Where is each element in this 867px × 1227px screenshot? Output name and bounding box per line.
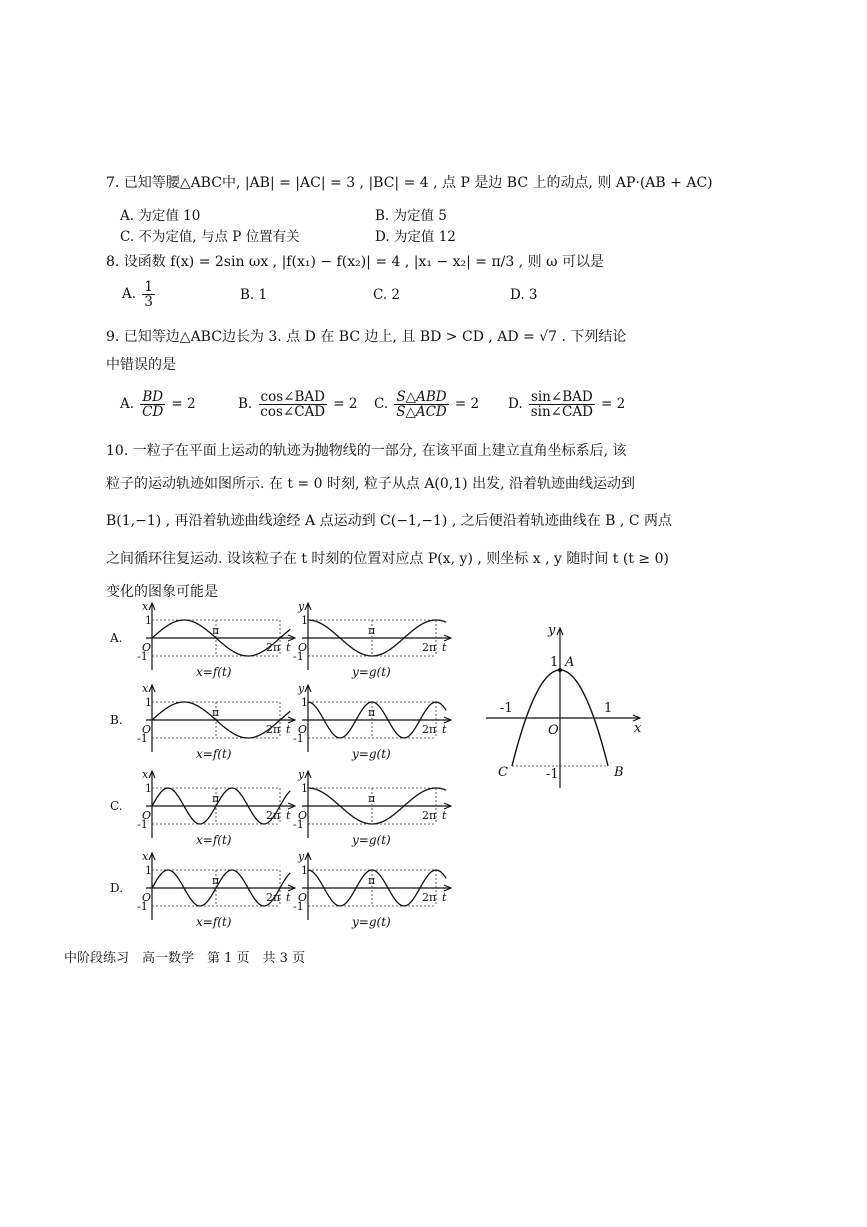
origin-label: O	[298, 723, 308, 736]
tick-label-neg1: -1	[293, 900, 304, 913]
tick-label-neg1: -1	[293, 818, 304, 831]
tick-label-x-1: 1	[604, 701, 613, 716]
axis-name-label: x	[142, 682, 149, 695]
tick-label-1: 1	[145, 696, 152, 709]
origin-label: O	[298, 641, 308, 654]
origin-label: O	[548, 723, 559, 738]
q9-option-b	[238, 390, 357, 419]
point-a-label: A	[565, 655, 575, 670]
q9-a-den: CD	[142, 404, 164, 421]
tick-label-pi: π	[212, 792, 220, 805]
axis-name-label: y	[298, 850, 305, 863]
origin-label: O	[142, 641, 152, 654]
q9-c-den: S△ACD	[396, 404, 447, 421]
origin-label: O	[142, 809, 152, 822]
axis-name-t: t	[442, 723, 447, 736]
tick-label-pi: π	[368, 874, 376, 887]
graph-caption: x=f(t)	[196, 665, 232, 679]
tick-label-1: 1	[145, 614, 152, 627]
q8-option-a-fraction	[142, 280, 155, 309]
q10-line4: 之间循环往复运动. 设该粒子在 t 时刻的位置对应点 P(x, y) , 则坐标 x , y 随时间 t (t ≥ 0)	[106, 551, 669, 567]
origin-label: O	[298, 809, 308, 822]
q7-option-b: B. 为定值 5	[375, 208, 447, 224]
axis-name-t: t	[286, 723, 291, 736]
q9-d-num: sin∠BAD	[530, 389, 593, 405]
q8-option-c: C. 2	[373, 287, 401, 303]
axis-name-label: x	[142, 850, 149, 863]
tick-label-pi: π	[368, 624, 376, 637]
q7-option-d: D. 为定值 12	[375, 229, 456, 245]
graph-option-label: D.	[110, 881, 124, 895]
graph-option-label: C.	[110, 799, 123, 813]
axis-name-t: t	[442, 641, 447, 654]
point-b-label: B	[614, 765, 624, 780]
q9-c-num: S△ABD	[396, 389, 447, 405]
y-axis-name: y	[548, 623, 556, 638]
tick-label-2pi: 2π	[266, 641, 281, 654]
tick-label-pi: π	[368, 706, 376, 719]
q8-option-a	[122, 280, 157, 309]
graph-caption: x=f(t)	[196, 747, 232, 761]
q7-option-c: C. 不为定值, 与点 P 位置有关	[120, 229, 300, 245]
graph-caption: x=f(t)	[196, 833, 232, 847]
point-c-label: C	[498, 765, 508, 780]
tick-label-2pi: 2π	[422, 891, 437, 904]
tick-label-neg1: -1	[293, 650, 304, 663]
axis-name-label: y	[298, 600, 305, 613]
q9-b-fraction	[259, 390, 327, 419]
axis-name-t: t	[286, 891, 291, 904]
q9-stem-line2: 中错误的是	[106, 357, 176, 373]
q9-a-label: A.	[120, 396, 135, 413]
tick-label-neg1: -1	[137, 650, 148, 663]
graph-caption: x=f(t)	[196, 915, 232, 929]
graph-caption: y=g(t)	[352, 833, 391, 847]
tick-label-x-neg1: -1	[500, 701, 513, 716]
tick-label-1: 1	[301, 782, 308, 795]
tick-label-2pi: 2π	[422, 641, 437, 654]
q9-c-label: C.	[374, 396, 389, 413]
axis-name-label: y	[298, 768, 305, 781]
tick-label-pi: π	[212, 874, 220, 887]
q9-option-d	[508, 390, 625, 419]
axis-name-label: y	[298, 682, 305, 695]
q10-line5: 变化的图象可能是	[106, 584, 218, 600]
tick-label-2pi: 2π	[422, 809, 437, 822]
tick-label-neg1: -1	[137, 732, 148, 745]
tick-label-1: 1	[145, 864, 152, 877]
tick-label-1: 1	[301, 864, 308, 877]
q8-option-d: D. 3	[510, 287, 538, 303]
q10-line1: 10. 一粒子在平面上运动的轨迹为抛物线的一部分, 在该平面上建立直角坐标系后, 该	[106, 443, 627, 459]
q10-line2: 粒子的运动轨迹如图所示. 在 t = 0 时刻, 粒子从点 A(0,1) 出发, 沿着轨迹曲线运动到	[106, 476, 635, 492]
q9-d-tail: = 2	[600, 396, 626, 413]
q7-stem: 7. 已知等腰△ABC中, |AB| = |AC| = 3 , |BC| = 4 , 点 P 是边 BC 上的动点, 则 AP·(AB + AC)	[106, 175, 713, 191]
graph-option-label: B.	[110, 713, 123, 727]
tick-label-pi: π	[368, 792, 376, 805]
tick-label-1: 1	[301, 614, 308, 627]
graph-caption: y=g(t)	[352, 665, 391, 679]
q9-a-fraction	[140, 390, 165, 419]
q8-stem: 8. 设函数 f(x) = 2sin ωx , |f(x₁) − f(x₂)| = 4 , |x₁ − x₂| = π/3 , 则 ω 可以是	[106, 254, 604, 270]
q9-b-num: cos∠BAD	[260, 389, 325, 405]
tick-label-2pi: 2π	[266, 809, 281, 822]
tick-label-y-neg1: -1	[546, 767, 559, 782]
q8-a-den: 3	[144, 294, 153, 311]
axis-name-label: x	[142, 768, 149, 781]
axis-name-t: t	[442, 891, 447, 904]
q9-a-tail: = 2	[171, 396, 196, 413]
tick-label-1: 1	[145, 782, 152, 795]
tick-label-pi: π	[212, 706, 220, 719]
point-a-marker	[558, 668, 562, 672]
axis-name-t: t	[442, 809, 447, 822]
page-footer: 中阶段练习 高一数学 第 1 页 共 3 页	[64, 951, 306, 966]
graph-caption: y=g(t)	[352, 915, 391, 929]
graph-caption: y=g(t)	[352, 747, 391, 761]
q9-a-num: BD	[142, 389, 164, 405]
tick-label-2pi: 2π	[266, 723, 281, 736]
q9-option-c	[374, 390, 479, 419]
tick-label-neg1: -1	[137, 818, 148, 831]
q9-c-tail: = 2	[454, 396, 480, 413]
q9-d-den: sin∠CAD	[530, 404, 593, 421]
x-axis-name: x	[634, 721, 642, 736]
tick-label-1: 1	[301, 696, 308, 709]
q8-option-b: B. 1	[240, 287, 268, 303]
q9-b-den: cos∠CAD	[260, 404, 326, 421]
origin-label: O	[142, 891, 152, 904]
q10-line3: B(1,−1) , 再沿着轨迹曲线途经 A 点运动到 C(−1,−1) , 之后便沿着轨迹曲线在 B , C 两点	[106, 513, 672, 529]
q9-d-label: D.	[508, 396, 523, 413]
q9-b-tail: = 2	[333, 396, 358, 413]
parabola-trajectory-figure	[482, 622, 652, 792]
axis-name-t: t	[286, 809, 291, 822]
tick-label-neg1: -1	[137, 900, 148, 913]
q9-c-fraction	[394, 390, 448, 419]
q8-option-a-label: A.	[122, 286, 137, 303]
origin-label: O	[298, 891, 308, 904]
q9-b-label: B.	[238, 396, 253, 413]
tick-label-y-1: 1	[550, 655, 559, 670]
tick-label-2pi: 2π	[422, 723, 437, 736]
q7-option-a: A. 为定值 10	[120, 208, 201, 224]
axis-name-label: x	[142, 600, 149, 613]
tick-label-2pi: 2π	[266, 891, 281, 904]
tick-label-pi: π	[212, 624, 220, 637]
q9-d-fraction	[529, 390, 595, 419]
axis-name-t: t	[286, 641, 291, 654]
q8-a-num: 1	[144, 279, 153, 295]
q10-option-graphs	[110, 598, 470, 943]
tick-label-neg1: -1	[293, 732, 304, 745]
q9-option-a	[120, 390, 196, 419]
origin-label: O	[142, 723, 152, 736]
graph-option-label: A.	[110, 631, 123, 645]
q9-stem-line1: 9. 已知等边△ABC边长为 3. 点 D 在 BC 边上, 且 BD > CD , AD = √7 . 下列结论	[106, 329, 627, 345]
